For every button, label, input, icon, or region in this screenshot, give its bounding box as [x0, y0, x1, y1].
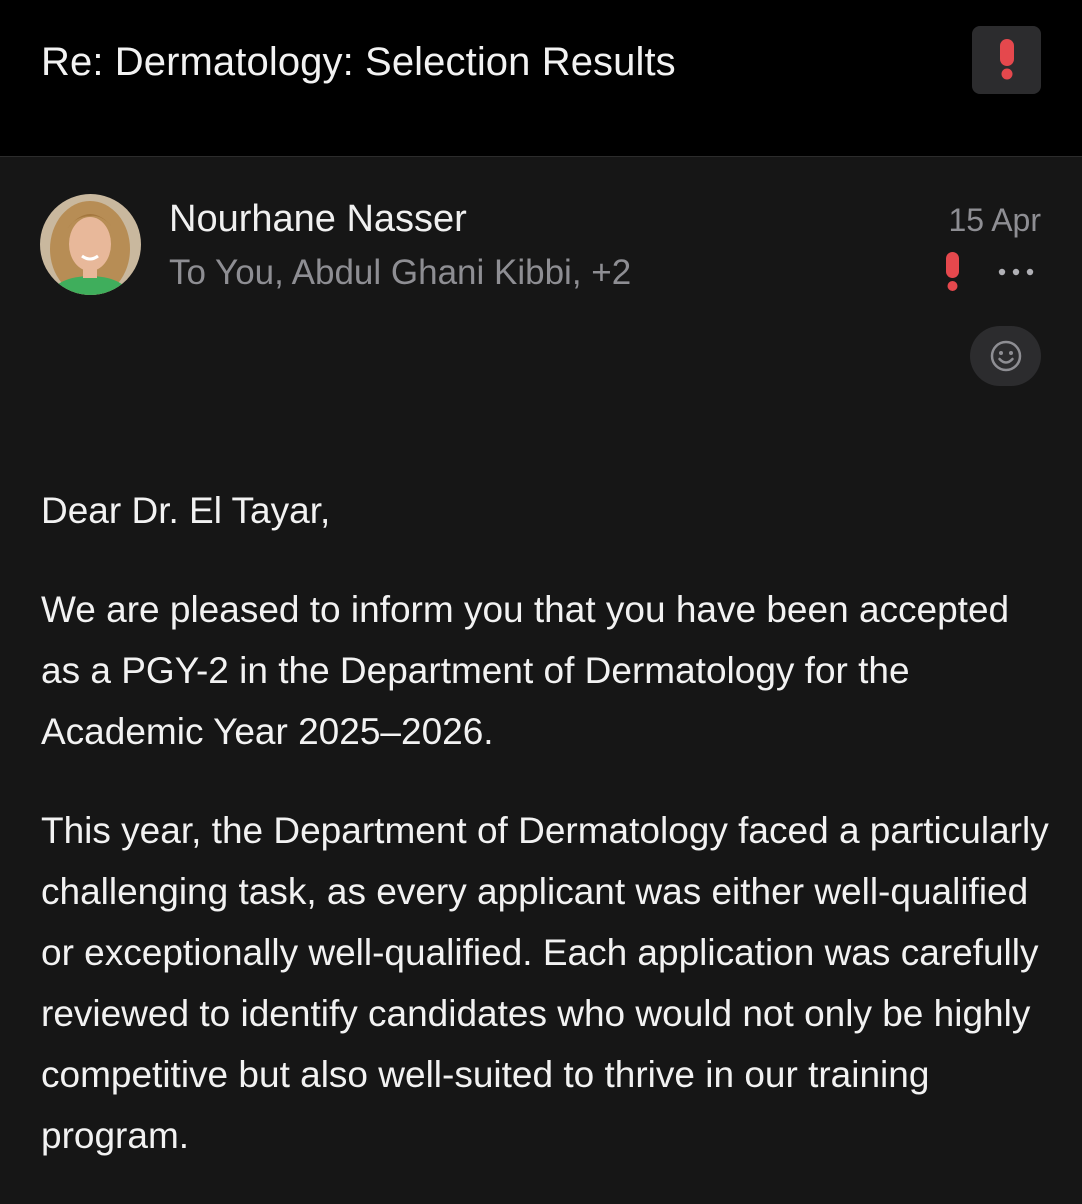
ellipsis-icon: [996, 256, 1036, 286]
message-body: [41, 480, 1051, 1204]
avatar[interactable]: [40, 194, 141, 295]
flag-button[interactable]: [972, 26, 1041, 94]
message-date: 15 Apr: [948, 202, 1041, 238]
body-paragraph: This year, the Department of Dermatology faced a particularly challenging task, as every applicant was either well-qualified or exceptionally well-qualified. Each application was carefully reviewed to identify candidates who would not only be highly competitive but also well-suited to thrive in our training program.: [41, 810, 1049, 1156]
smiley-icon: [989, 339, 1023, 373]
sender-avatar: [40, 194, 141, 295]
message-header: [0, 0, 1082, 157]
flag-indicator[interactable]: [943, 252, 963, 297]
exclamation-icon: [943, 252, 963, 292]
add-reaction-button[interactable]: [970, 326, 1041, 386]
body-paragraph: We are pleased to inform you that you have been accepted as a PGY-2 in the Department of Dermatology for the Academic Year 2025–2026.: [41, 589, 1010, 752]
subject-title: Re: Dermatology: Selection Results: [41, 40, 676, 84]
recipients-line[interactable]: To You, Abdul Ghani Kibbi, +2: [169, 253, 632, 292]
more-options-button[interactable]: [996, 256, 1036, 286]
greeting: Dear Dr. El Tayar,: [41, 490, 331, 531]
sender-name[interactable]: Nourhane Nasser: [169, 198, 467, 240]
exclamation-icon: [996, 39, 1018, 81]
